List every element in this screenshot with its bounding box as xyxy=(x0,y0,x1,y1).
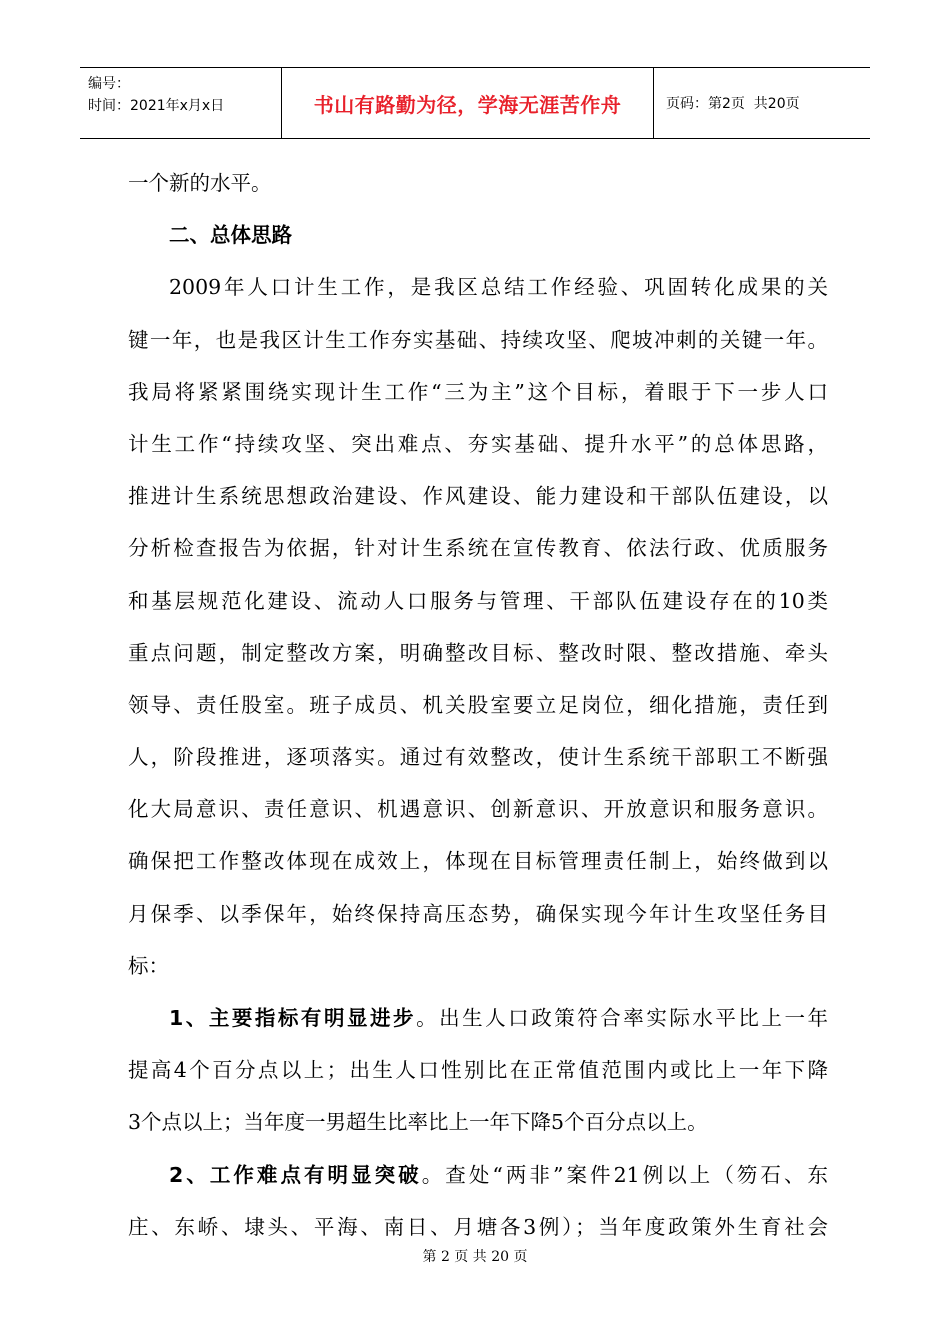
body-line: 一个新的水平。 xyxy=(128,171,272,195)
list-item-line: 3个点以上；当年度一男超生比率比上一年下降5个百分点以上。 xyxy=(128,1110,708,1135)
page-footer: 第 2 页 共 20 页 xyxy=(422,1249,528,1265)
paragraph-line: 分析检查报告为依据，针对计生系统在宣传教育、依法行政、优质服务 xyxy=(128,536,828,561)
document-number-label: 编号： xyxy=(88,76,130,92)
paragraph-line: 领导、责任股室。班子成员、机关股室要立足岗位，细化措施，责任到 xyxy=(128,692,828,717)
header-meta xyxy=(80,68,281,138)
paragraph-line: 计生工作“持续攻坚、突出难点、夯实基础、提升水平”的总体思路， xyxy=(128,431,828,456)
paragraph-line: 化大局意识、责任意识、机遇意识、创新意识、开放意识和服务意识。 xyxy=(128,797,828,822)
document-date-label: 时间：2021年x月x日 xyxy=(88,98,225,114)
list-item-line xyxy=(128,1149,828,1201)
paragraph-line: 和基层规范化建设、流动人口服务与管理、干部队伍建设存在的10类 xyxy=(128,588,828,613)
list-item-text: 。出生人口政策符合率实际水平比上一年 xyxy=(416,1006,829,1030)
header-motto: 书山有路勤为径，学海无涯苦作舟 xyxy=(281,68,654,138)
document-header xyxy=(80,67,870,139)
list-item-line xyxy=(128,992,828,1044)
paragraph-line: 确保把工作整改体现在成效上，体现在目标管理责任制上，始终做到以 xyxy=(128,849,828,874)
list-item-line: 庄、东峤、埭头、平海、南日、月塘各3例）；当年度政策外生育社会 xyxy=(128,1214,828,1239)
list-item-line: 提高4个百分点以上；出生人口性别比在正常值范围内或比上一年下降 xyxy=(128,1058,828,1083)
paragraph-line: 我局将紧紧围绕实现计生工作“三为主”这个目标，着眼于下一步人口 xyxy=(128,379,828,404)
list-item-title: 1、主要指标有明显进步 xyxy=(169,1006,417,1030)
paragraph-line: 2009年人口计生工作，是我区总结工作经验、巩固转化成果的关 xyxy=(169,275,828,300)
header-page-label: 页码：第2页 共20页 xyxy=(666,96,800,112)
section-heading: 二、总体思路 xyxy=(169,223,292,248)
paragraph-line: 推进计生系统思想政治建设、作风建设、能力建设和干部队伍建设，以 xyxy=(128,484,828,509)
header-page-info xyxy=(654,68,870,138)
paragraph-line: 人，阶段推进，逐项落实。通过有效整改，使计生系统干部职工不断强 xyxy=(128,745,828,770)
list-item-title: 2、工作难点有明显突破 xyxy=(169,1162,422,1187)
list-item-text: 。查处“两非”案件21例以上（笏石、东 xyxy=(421,1162,829,1187)
document-body xyxy=(128,157,828,1253)
paragraph-line: 月保季、以季保年，始终保持高压态势，确保实现今年计生攻坚任务目 xyxy=(128,901,828,926)
paragraph-line: 标： xyxy=(128,953,169,978)
paragraph-line: 重点问题，制定整改方案，明确整改目标、整改时限、整改措施、牵头 xyxy=(128,640,828,665)
paragraph-line: 键一年，也是我区计生工作夯实基础、持续攻坚、爬坡冲刺的关键一年。 xyxy=(128,327,828,352)
